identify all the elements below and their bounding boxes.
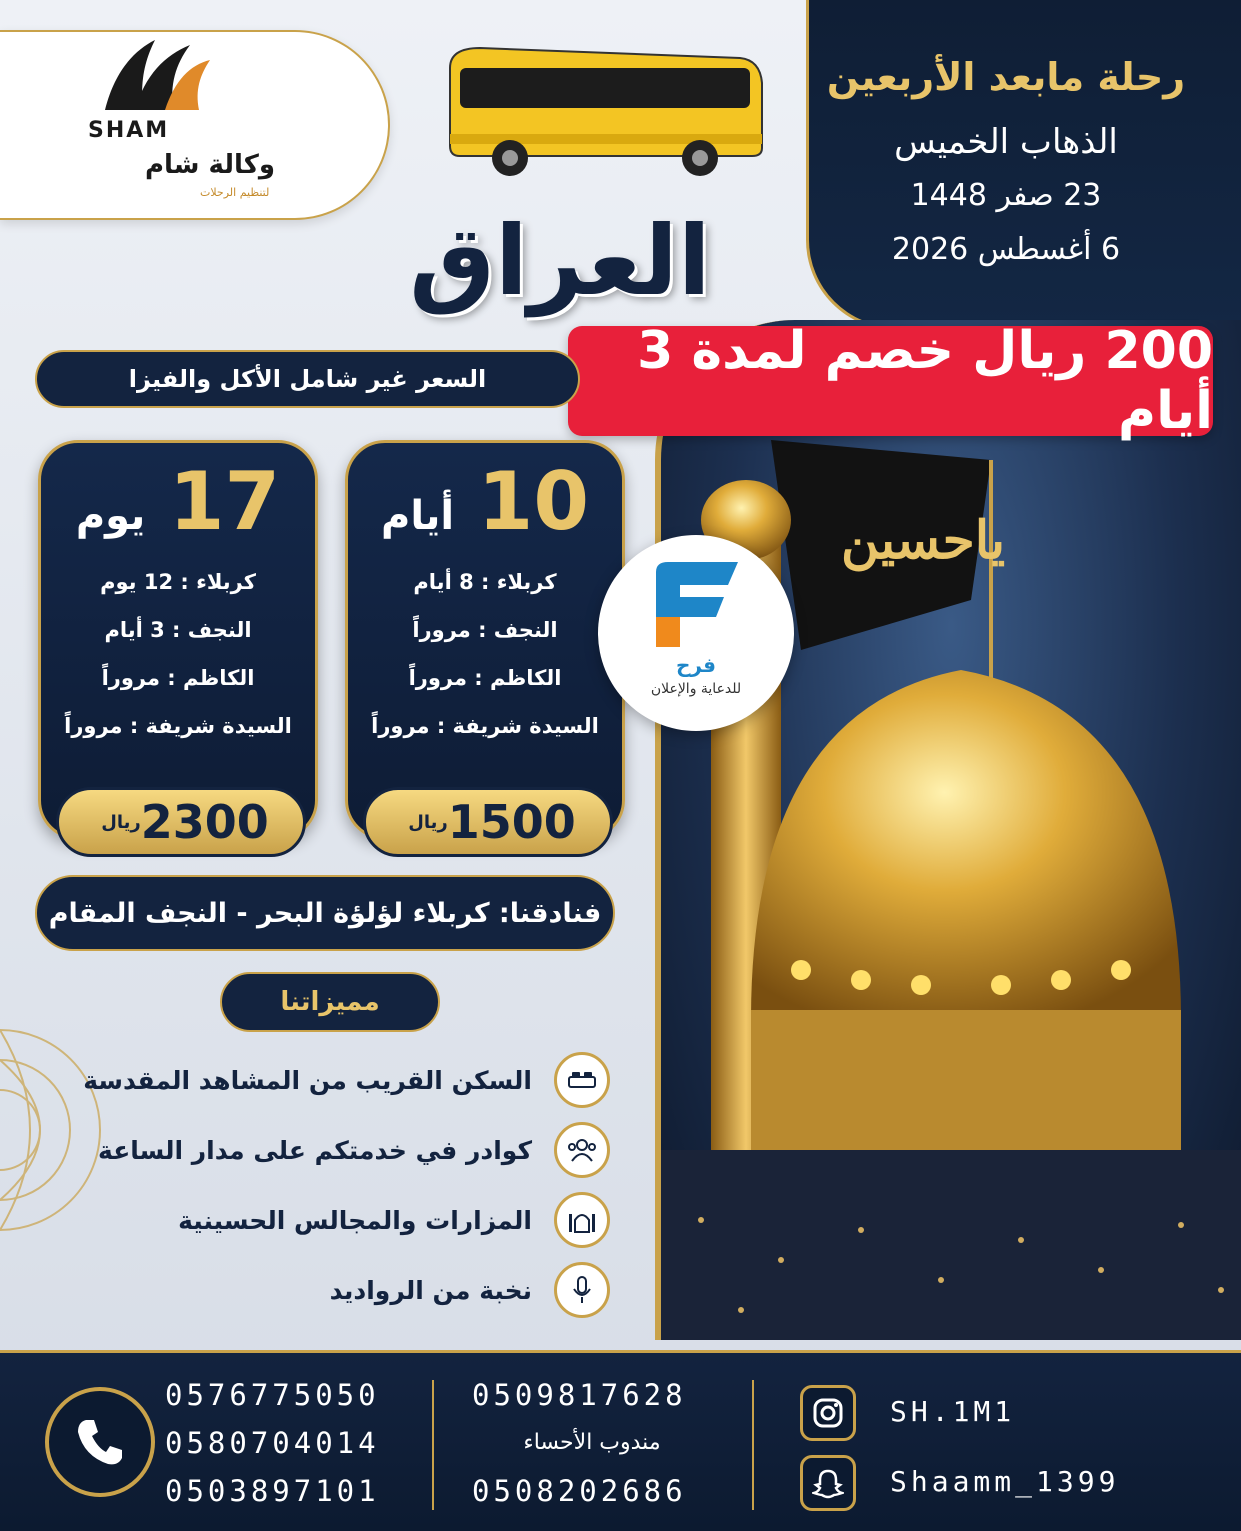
phone-number[interactable]: 0580704014 [165,1426,380,1460]
price-currency: ريال [101,811,141,833]
price-value: 2300 [140,795,269,849]
phone-number[interactable]: 0508202686 [472,1474,687,1508]
sham-logo-icon [95,30,215,120]
package-duration-number: 17 [168,455,281,548]
mosque-icon [554,1192,610,1248]
package-item: الكاظم : مروراً [408,666,562,690]
gregorian-date: 6 أغسطس 2026 [891,232,1121,267]
package-duration-unit: أيام [381,493,455,539]
people-icon [554,1122,610,1178]
feature-row [60,1050,610,1110]
package-duration-number: 10 [477,455,589,548]
instagram-handle[interactable]: SH.1M1 [890,1395,1016,1428]
advertiser-name: فرح [676,653,716,677]
advertiser-badge [598,535,794,731]
hijri-date: 23 صفر 1448 [910,178,1102,213]
snapchat-handle[interactable]: Shaamm_1399 [890,1465,1120,1498]
snapchat-icon[interactable] [800,1455,856,1511]
phone-number[interactable]: 0503897101 [165,1474,380,1508]
footer-divider [752,1380,754,1510]
package-item: السيدة شريفة : مروراً [371,714,599,738]
package-item: الكاظم : مروراً [101,666,255,690]
package-item: النجف : مروراً [412,618,558,642]
page-title: العراق [409,205,711,317]
trip-title: رحلة مابعد الأربعين [826,55,1186,99]
logo-tagline: لتنظيم الرحلات [200,186,270,199]
footer-divider [432,1380,434,1510]
bus-icon [440,38,770,178]
phone-number[interactable]: 0576775050 [165,1378,380,1412]
package-card-10-days[interactable] [345,440,625,849]
bed-icon [554,1052,610,1108]
feature-text: كوادر في خدمتكم على مدار الساعة [98,1135,532,1165]
ahsa-representative-label: مندوب الأحساء [523,1430,661,1455]
feature-row [60,1190,610,1250]
departure-day: الذهاب الخميس [894,122,1118,162]
shrine-image [655,320,1241,1340]
features-title: مميزاتنا [220,972,440,1032]
package-item: السيدة شريفة : مروراً [64,714,292,738]
phone-icon [45,1387,155,1497]
package-price [363,787,613,857]
microphone-icon [554,1262,610,1318]
advertiser-subtitle: للدعاية والإعلان [650,681,742,697]
farah-logo-icon [646,557,746,652]
feature-text: السكن القريب من المشاهد المقدسة [83,1065,532,1095]
price-value: 1500 [447,795,576,849]
trip-header-panel [806,0,1241,330]
package-item: كربلاء : 8 أيام [413,570,557,594]
package-price [56,787,306,857]
instagram-icon[interactable] [800,1385,856,1441]
price-note: السعر غير شامل الأكل والفيزا [35,350,580,408]
package-item: كربلاء : 12 يوم [100,570,256,594]
package-card-17-days[interactable] [38,440,318,849]
feature-text: المزارات والمجالس الحسينية [178,1205,532,1235]
logo-arabic-name: وكالة شام [145,150,276,180]
discount-banner: 200 ريال خصم لمدة 3 أيام [568,326,1213,436]
logo-latin-text: SHAM [88,118,170,143]
feature-text: نخبة من الرواديد [329,1275,532,1305]
package-item: النجف : 3 أيام [104,618,252,642]
feature-row [60,1120,610,1180]
shrine-illustration [661,320,1241,1340]
price-currency: ريال [408,811,448,833]
feature-row [60,1260,610,1320]
hotels-bar: فنادقنا: كربلاء لؤلؤة البحر - النجف المقام [35,875,615,951]
package-duration-unit: يوم [75,493,146,539]
flag-text: ياحسين [841,510,1006,571]
phone-number[interactable]: 0509817628 [472,1378,687,1412]
